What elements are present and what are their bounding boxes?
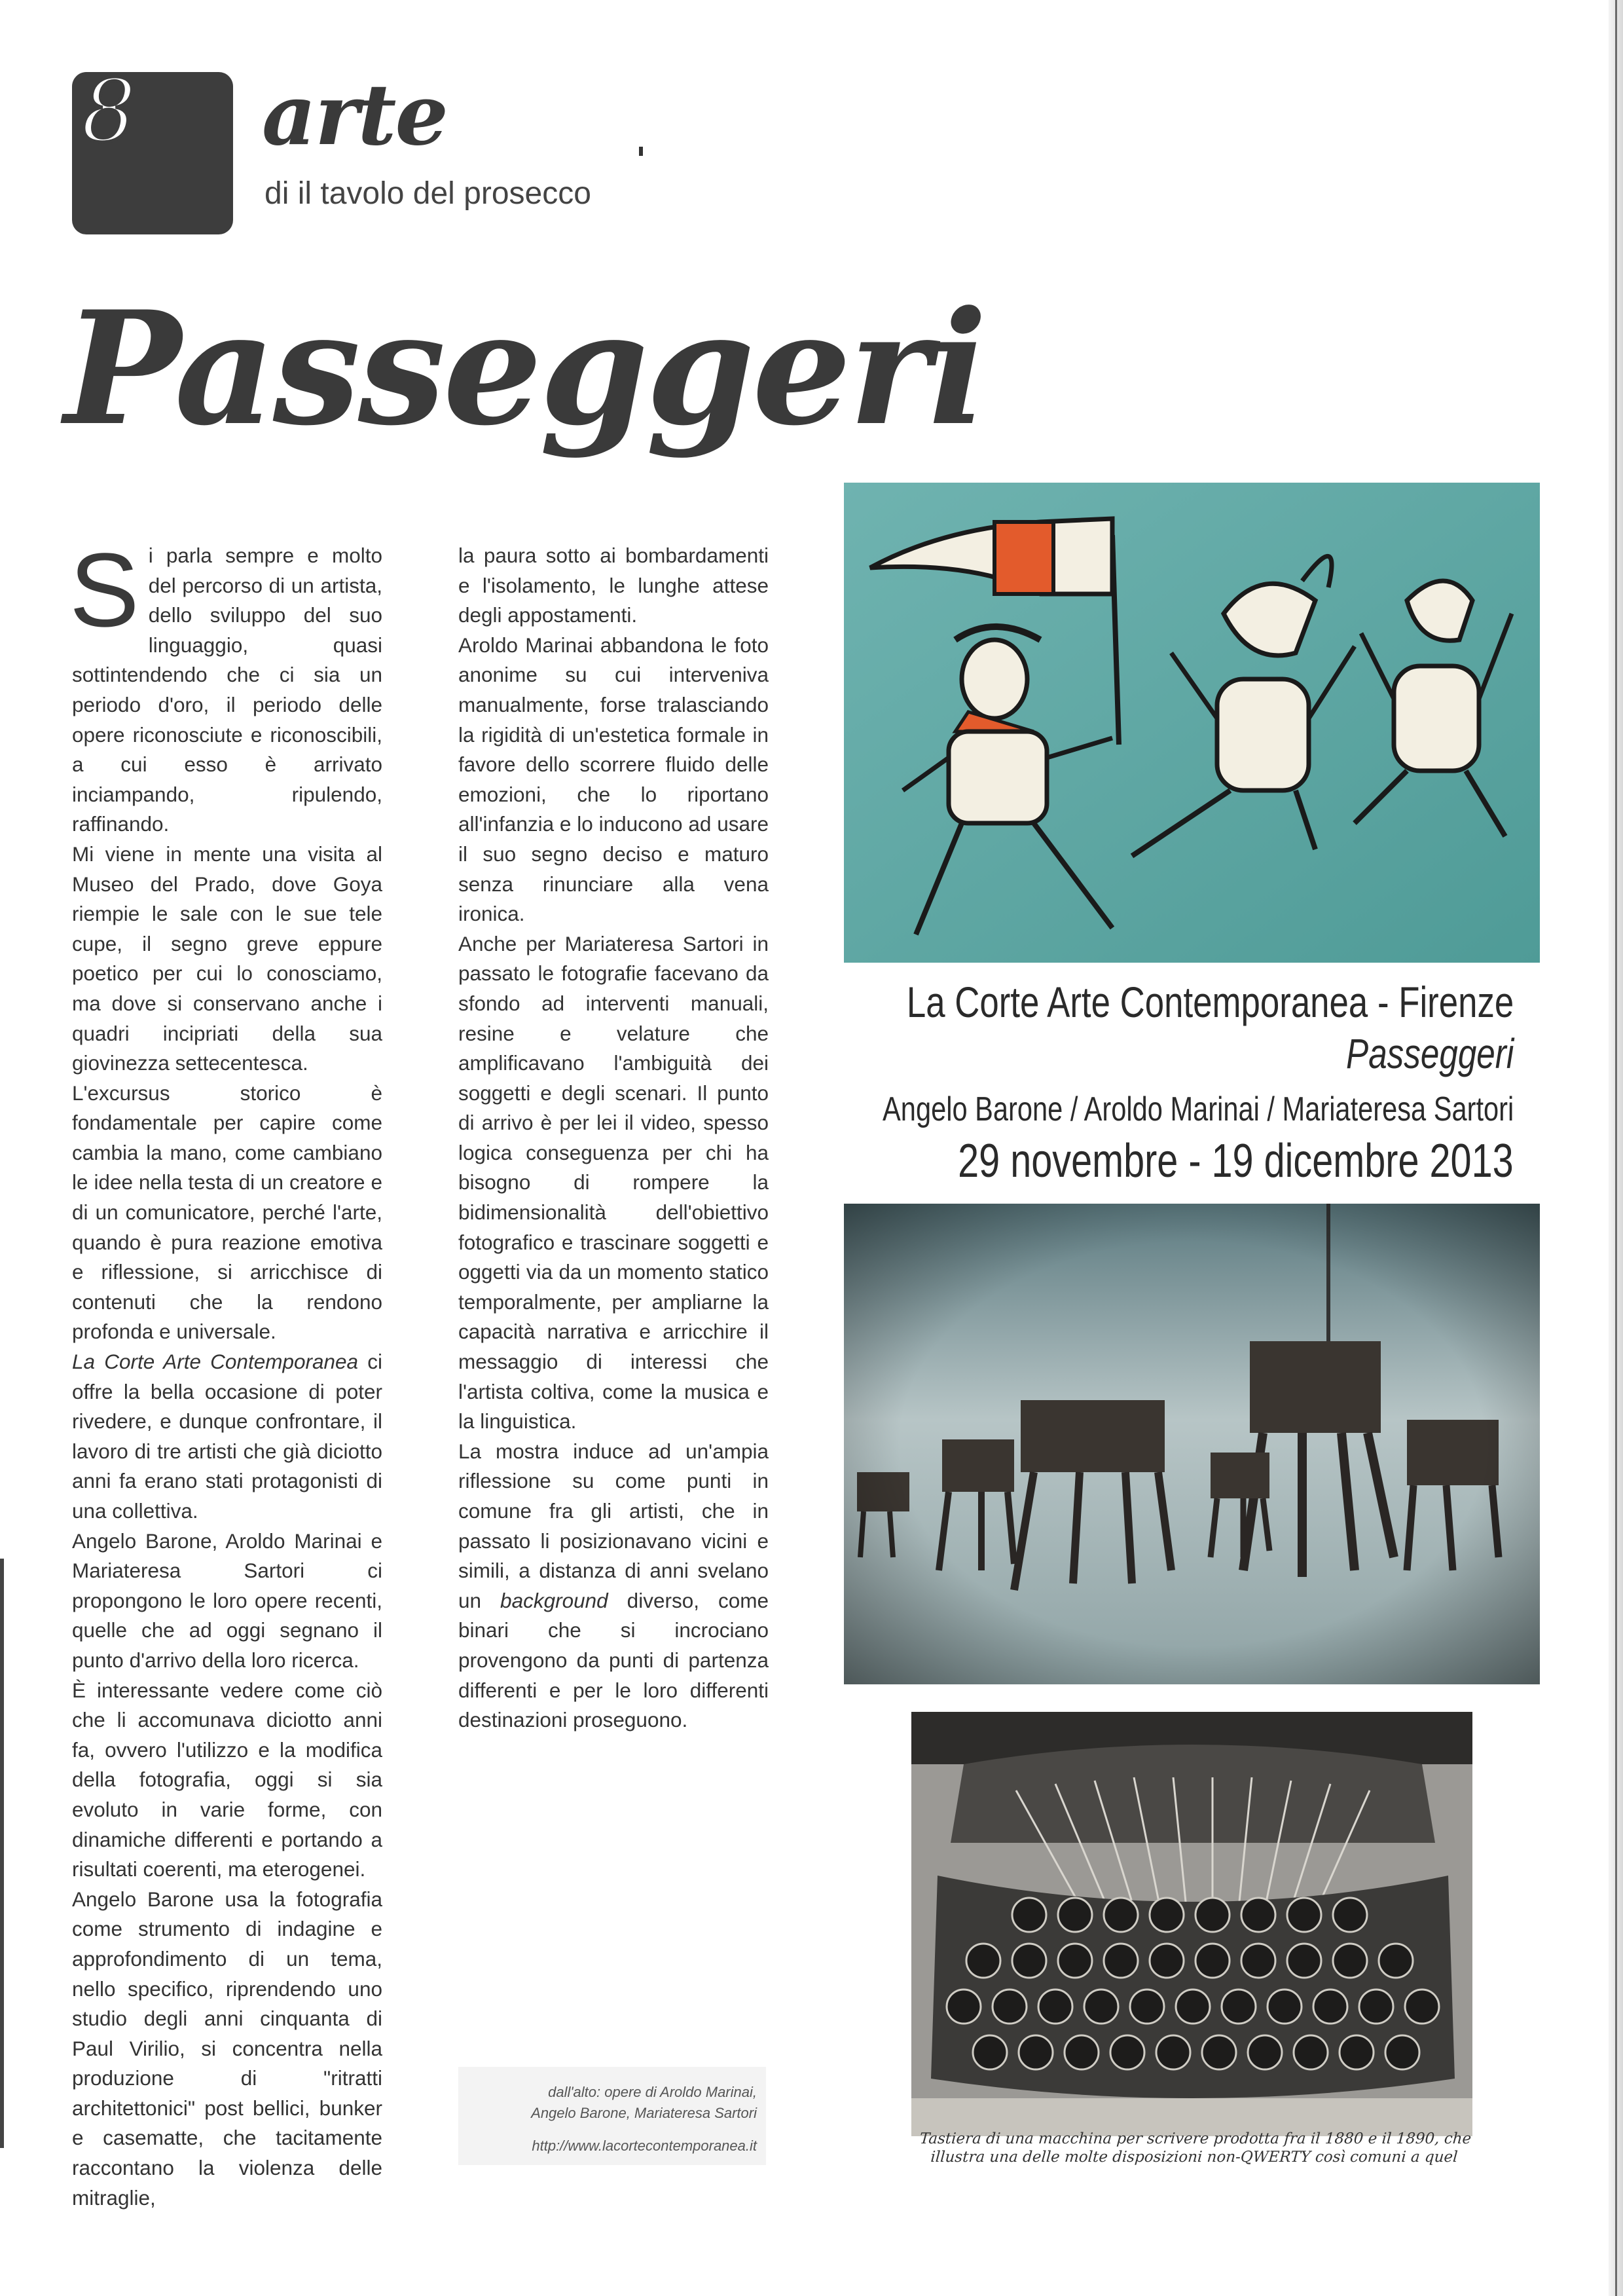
italic-word: background: [500, 1588, 608, 1612]
article-title: Passeggeri: [64, 278, 985, 460]
scan-edge-mark: [0, 1559, 4, 2148]
exhibition-venue: La Corte Arte Contemporanea - Firenze: [906, 978, 1514, 1026]
paragraph: È interessante vedere come ciò che li accomunava diciotto anni fa, ovvero l'utilizzo e la modifica della fotografia, oggi si sia evoluto in varie forme, con dinamiche differenti e portando a risultati coerenti, ma eterogenei.: [72, 1678, 382, 1881]
section-subtitle: di il tavolo del prosecco: [264, 176, 591, 211]
paragraph: la paura sotto ai bombardamenti e l'isolamento, le lunghe attese degli appostamenti.: [458, 544, 769, 627]
paragraph: Mi viene in mente una visita al Museo del Prado, dove Goya riempie le sale con le sue tele cupe, il segno greve eppure poetico per cui lo conosciamo, ma dove si conservano anche i quadri incipriati della sua giovinezza settecentesca.: [72, 842, 382, 1075]
paragraph: Anche per Mariateresa Sartori in passato le fotografie facevano da sfondo ad interventi manuali, resine e velature che amplificavano l'ambiguità dei soggetti e degli scenari. Il punto di arrivo è per lei il video, spesso logica conseguenza per chi ha bisogno di rompere la bidimensionalità dell'obiettivo fotografico e trascinare soggetti e oggetti via da un momento statico temporalmente, per ampliarne la capacità narrativa e arricchire il messaggio di interessi che l'artista coltiva, come la musica e la linguistica.: [458, 931, 769, 1434]
exhibition-dates: 29 novembre - 19 dicembre 2013: [958, 1135, 1514, 1187]
section-title: arte: [262, 66, 447, 164]
artwork-aroldo-marinai: [844, 483, 1540, 963]
article-column-1: [69, 531, 382, 2213]
paragraph: Angelo Barone, Aroldo Marinai e Mariateresa Sartori ci propongono le loro opere recenti, quelle che ad oggi segnano il punto d'arrivo della loro ricerca.: [72, 1528, 382, 1672]
article-column-2: [458, 541, 769, 1735]
artwork-mariateresa-sartori: [911, 1712, 1472, 2136]
exhibition-info-panel: [844, 963, 1540, 1204]
credits-line-1: dall'alto: opere di Aroldo Marinai,: [548, 2084, 757, 2100]
paragraph: Si parla sempre e molto del percorso di un artista, dello sviluppo del suo linguaggio, quasi sottintendendo che ci sia un periodo d'oro, il periodo delle opere riconosciute e riconoscibili, a cui esso è arrivato inciampando, ripulendo, raffinando.: [69, 531, 382, 836]
exhibition-artists: Angelo Barone / Aroldo Marinai / Mariateresa Sartori: [882, 1090, 1514, 1128]
page-number: 8: [81, 61, 136, 162]
artwork-angelo-barone: [844, 1204, 1540, 1684]
paragraph: La mostra induce ad un'ampia riflessione su come punti in comune fra gli artisti, che in passato li posizionavano vicini e simili, a distanza di anni svelano un background diverso, come binari che si incrociano provengono da punti di partenza differenti e per le loro differenti destinazioni proseguono.: [458, 1439, 769, 1732]
drop-cap: S: [69, 531, 139, 648]
paragraph: L'excursus storico è fondamentale per capire come cambia la mano, come cambiano le idee nella testa di un creatore e di un comunicatore, perché l'arte, quando è pura reazione emotiva e riflessione, si arricchisce di contenuti che la rendono profonda e universale.: [72, 1081, 382, 1344]
paragraph: Aroldo Marinai abbandona le foto anonime su cui interveniva manualmente, forse tralasciando la rigidità di un'estetica formale in favore dello scorrere fluido delle emozioni, che lo riportano all'infanzia e lo inducono ad usare il suo segno deciso e maturo senza rinunciare alla vena ironica.: [458, 633, 769, 926]
credits-line-2: Angelo Barone, Mariateresa Sartori: [531, 2105, 757, 2121]
typewriter-caption: Tastiera di una macchina per scrivere prodotta fra il 1880 e il 1890, che illustra una delle molte disposizioni non-QWERTY così comuni a quel: [919, 2130, 1472, 2166]
paragraph: Angelo Barone usa la fotografia come strumento di indagine e approfondimento di un tema, nello specifico, riprendendo uno studio degli anni cinquanta di Paul Virilio, si concentra nella produzione di "ritratti architettonici" post bellici, bunker e casematte, che tacitamente raccontano la violenza delle mitraglie,: [72, 1887, 382, 2210]
gallery-name: La Corte Arte Contemporanea: [72, 1350, 359, 1374]
website-link[interactable]: http://www.lacortecontemporanea.it: [532, 2138, 757, 2154]
exhibition-title: Passeggeri: [1345, 1030, 1514, 1077]
paragraph: La Corte Arte Contemporanea ci offre la bella occasione di poter rivedere, e dunque confrontare, il lavoro di tre artisti che già diciotto anni fa erano stati protagonisti di una collettiva.: [72, 1350, 382, 1523]
stray-mark: [639, 147, 643, 156]
page-edge: [1609, 0, 1623, 2296]
